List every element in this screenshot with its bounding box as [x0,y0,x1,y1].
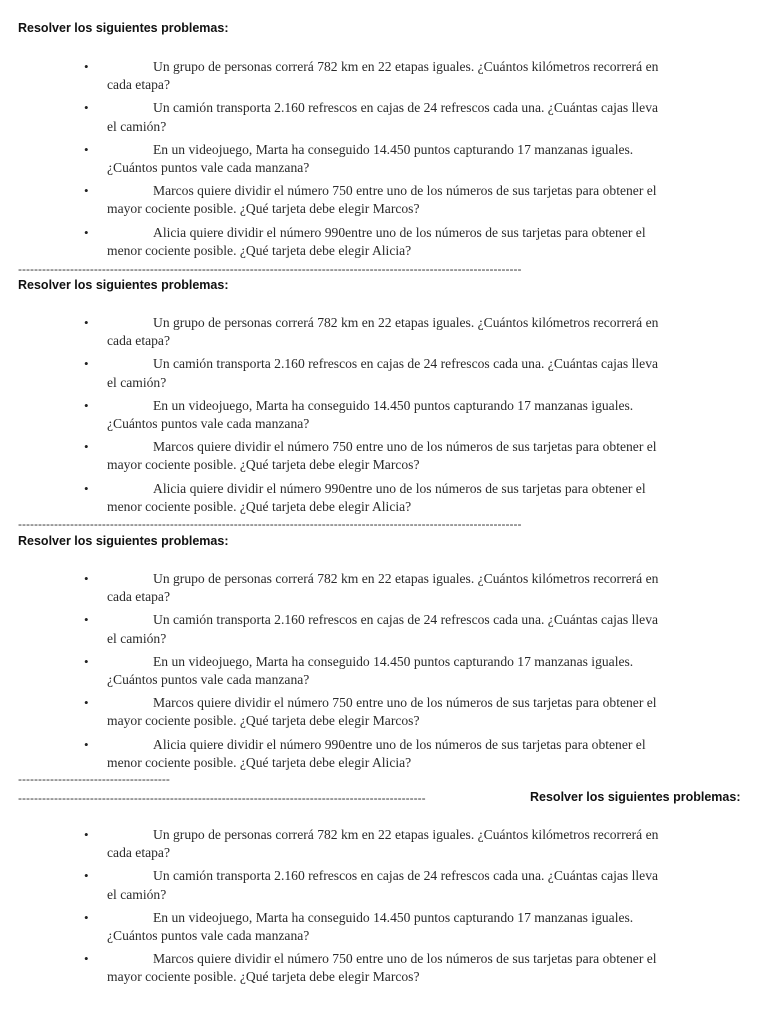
list-item [0,611,768,647]
bullet-icon: • [84,571,89,586]
list-item [0,99,768,135]
bullet-icon: • [84,868,89,884]
bullet-icon: • [84,59,89,74]
problem-text: Marcos quiere dividir el número 750 entre uno de los números de sus tarjetas para obtener el mayor cociente posible. ¿Qué tarjeta debe elegir Marcos? [107,439,657,473]
list-item [0,224,768,260]
list-item [0,909,768,945]
problem-text: Un camión transporta 2.160 refrescos en cajas de 24 refrescos cada una. ¿Cuántas cajas lleva el camión? [107,356,659,390]
problem-list [0,314,768,521]
bullet-icon: • [84,224,89,240]
problem-text: Alicia quiere dividir el número 990entre uno de los números de sus tarjetas para obtener el menor cociente posible. ¿Qué tarjeta debe elegir Alicia? [107,480,646,514]
bullet-icon: • [84,612,89,628]
bullet-icon: • [84,827,89,842]
problem-text: Marcos quiere dividir el número 750 entre uno de los números de sus tarjetas para obtener el mayor cociente posible. ¿Qué tarjeta debe elegir Marcos? [107,951,657,985]
bullet-icon: • [84,909,89,925]
problem-text: Marcos quiere dividir el número 750 entre uno de los números de sus tarjetas para obtener el mayor cociente posible. ¿Qué tarjeta debe elegir Marcos? [107,695,657,729]
dashed-separator-lead: ------------------------------------------------------------------------------------------------------ [18,791,426,805]
list-item [0,314,768,350]
problem-text: En un videojuego, Marta ha conseguido 14.450 puntos capturando 17 manzanas iguales. ¿Cuántos puntos vale cada manzana? [107,141,634,176]
list-item [0,950,768,986]
dashed-separator: ------------------------------------------------------------------------------------------------------------------------------ [18,517,522,531]
problem-text: Un camión transporta 2.160 refrescos en cajas de 24 refrescos cada una. ¿Cuántas cajas lleva el camión? [107,868,659,902]
section-heading: Resolver los siguientes problemas: [18,21,229,35]
problem-text: Un camión transporta 2.160 refrescos en cajas de 24 refrescos cada una. ¿Cuántas cajas lleva el camión? [107,612,659,646]
bullet-icon: • [84,183,89,199]
list-item [0,355,768,391]
problem-list [0,570,768,777]
problem-text: En un videojuego, Marta ha conseguido 14.450 puntos capturando 17 manzanas iguales. ¿Cuántos puntos vale cada manzana? [107,653,634,688]
problem-list [0,58,768,265]
list-item [0,182,768,218]
list-item [0,58,768,94]
bullet-icon: • [84,141,89,157]
dashed-separator-short: -------------------------------------- [18,772,170,786]
problem-text: Un grupo de personas correrá 782 km en 22 etapas iguales. ¿Cuántos kilómetros recorrerá en cada etapa? [107,315,659,349]
list-item [0,736,768,772]
problem-text: Alicia quiere dividir el número 990entre uno de los números de sus tarjetas para obtener el menor cociente posible. ¿Qué tarjeta debe elegir Alicia? [107,224,646,258]
list-item [0,867,768,903]
list-item [0,480,768,516]
list-item [0,438,768,474]
section-heading: Resolver los siguientes problemas: [18,278,229,292]
bullet-icon: • [84,695,89,711]
bullet-icon: • [84,480,89,496]
bullet-icon: • [84,397,89,413]
list-item [0,141,768,177]
bullet-icon: • [84,315,89,330]
dashed-separator: ------------------------------------------------------------------------------------------------------------------------------ [18,262,522,276]
problem-text: Un camión transporta 2.160 refrescos en cajas de 24 refrescos cada una. ¿Cuántas cajas lleva el camión? [107,100,659,134]
list-item [0,653,768,689]
bullet-icon: • [84,951,89,967]
problem-text: Un grupo de personas correrá 782 km en 22 etapas iguales. ¿Cuántos kilómetros recorrerá en cada etapa? [107,571,659,605]
problem-text: En un videojuego, Marta ha conseguido 14.450 puntos capturando 17 manzanas iguales. ¿Cuántos puntos vale cada manzana? [107,397,634,432]
bullet-icon: • [84,100,89,116]
problem-text: Marcos quiere dividir el número 750 entre uno de los números de sus tarjetas para obtener el mayor cociente posible. ¿Qué tarjeta debe elegir Marcos? [107,183,657,217]
list-item [0,570,768,606]
list-item [0,826,768,862]
problem-list [0,826,768,992]
section-heading: Resolver los siguientes problemas: [18,534,229,548]
problem-text: Un grupo de personas correrá 782 km en 22 etapas iguales. ¿Cuántos kilómetros recorrerá en cada etapa? [107,827,659,861]
bullet-icon: • [84,439,89,455]
bullet-icon: • [84,736,89,752]
problem-text: Alicia quiere dividir el número 990entre uno de los números de sus tarjetas para obtener el menor cociente posible. ¿Qué tarjeta debe elegir Alicia? [107,736,646,770]
bullet-icon: • [84,356,89,372]
list-item [0,694,768,730]
problem-text: En un videojuego, Marta ha conseguido 14.450 puntos capturando 17 manzanas iguales. ¿Cuántos puntos vale cada manzana? [107,909,634,944]
problem-text: Un grupo de personas correrá 782 km en 22 etapas iguales. ¿Cuántos kilómetros recorrerá en cada etapa? [107,59,659,93]
section-heading: Resolver los siguientes problemas: [530,790,741,804]
list-item [0,397,768,433]
bullet-icon: • [84,653,89,669]
